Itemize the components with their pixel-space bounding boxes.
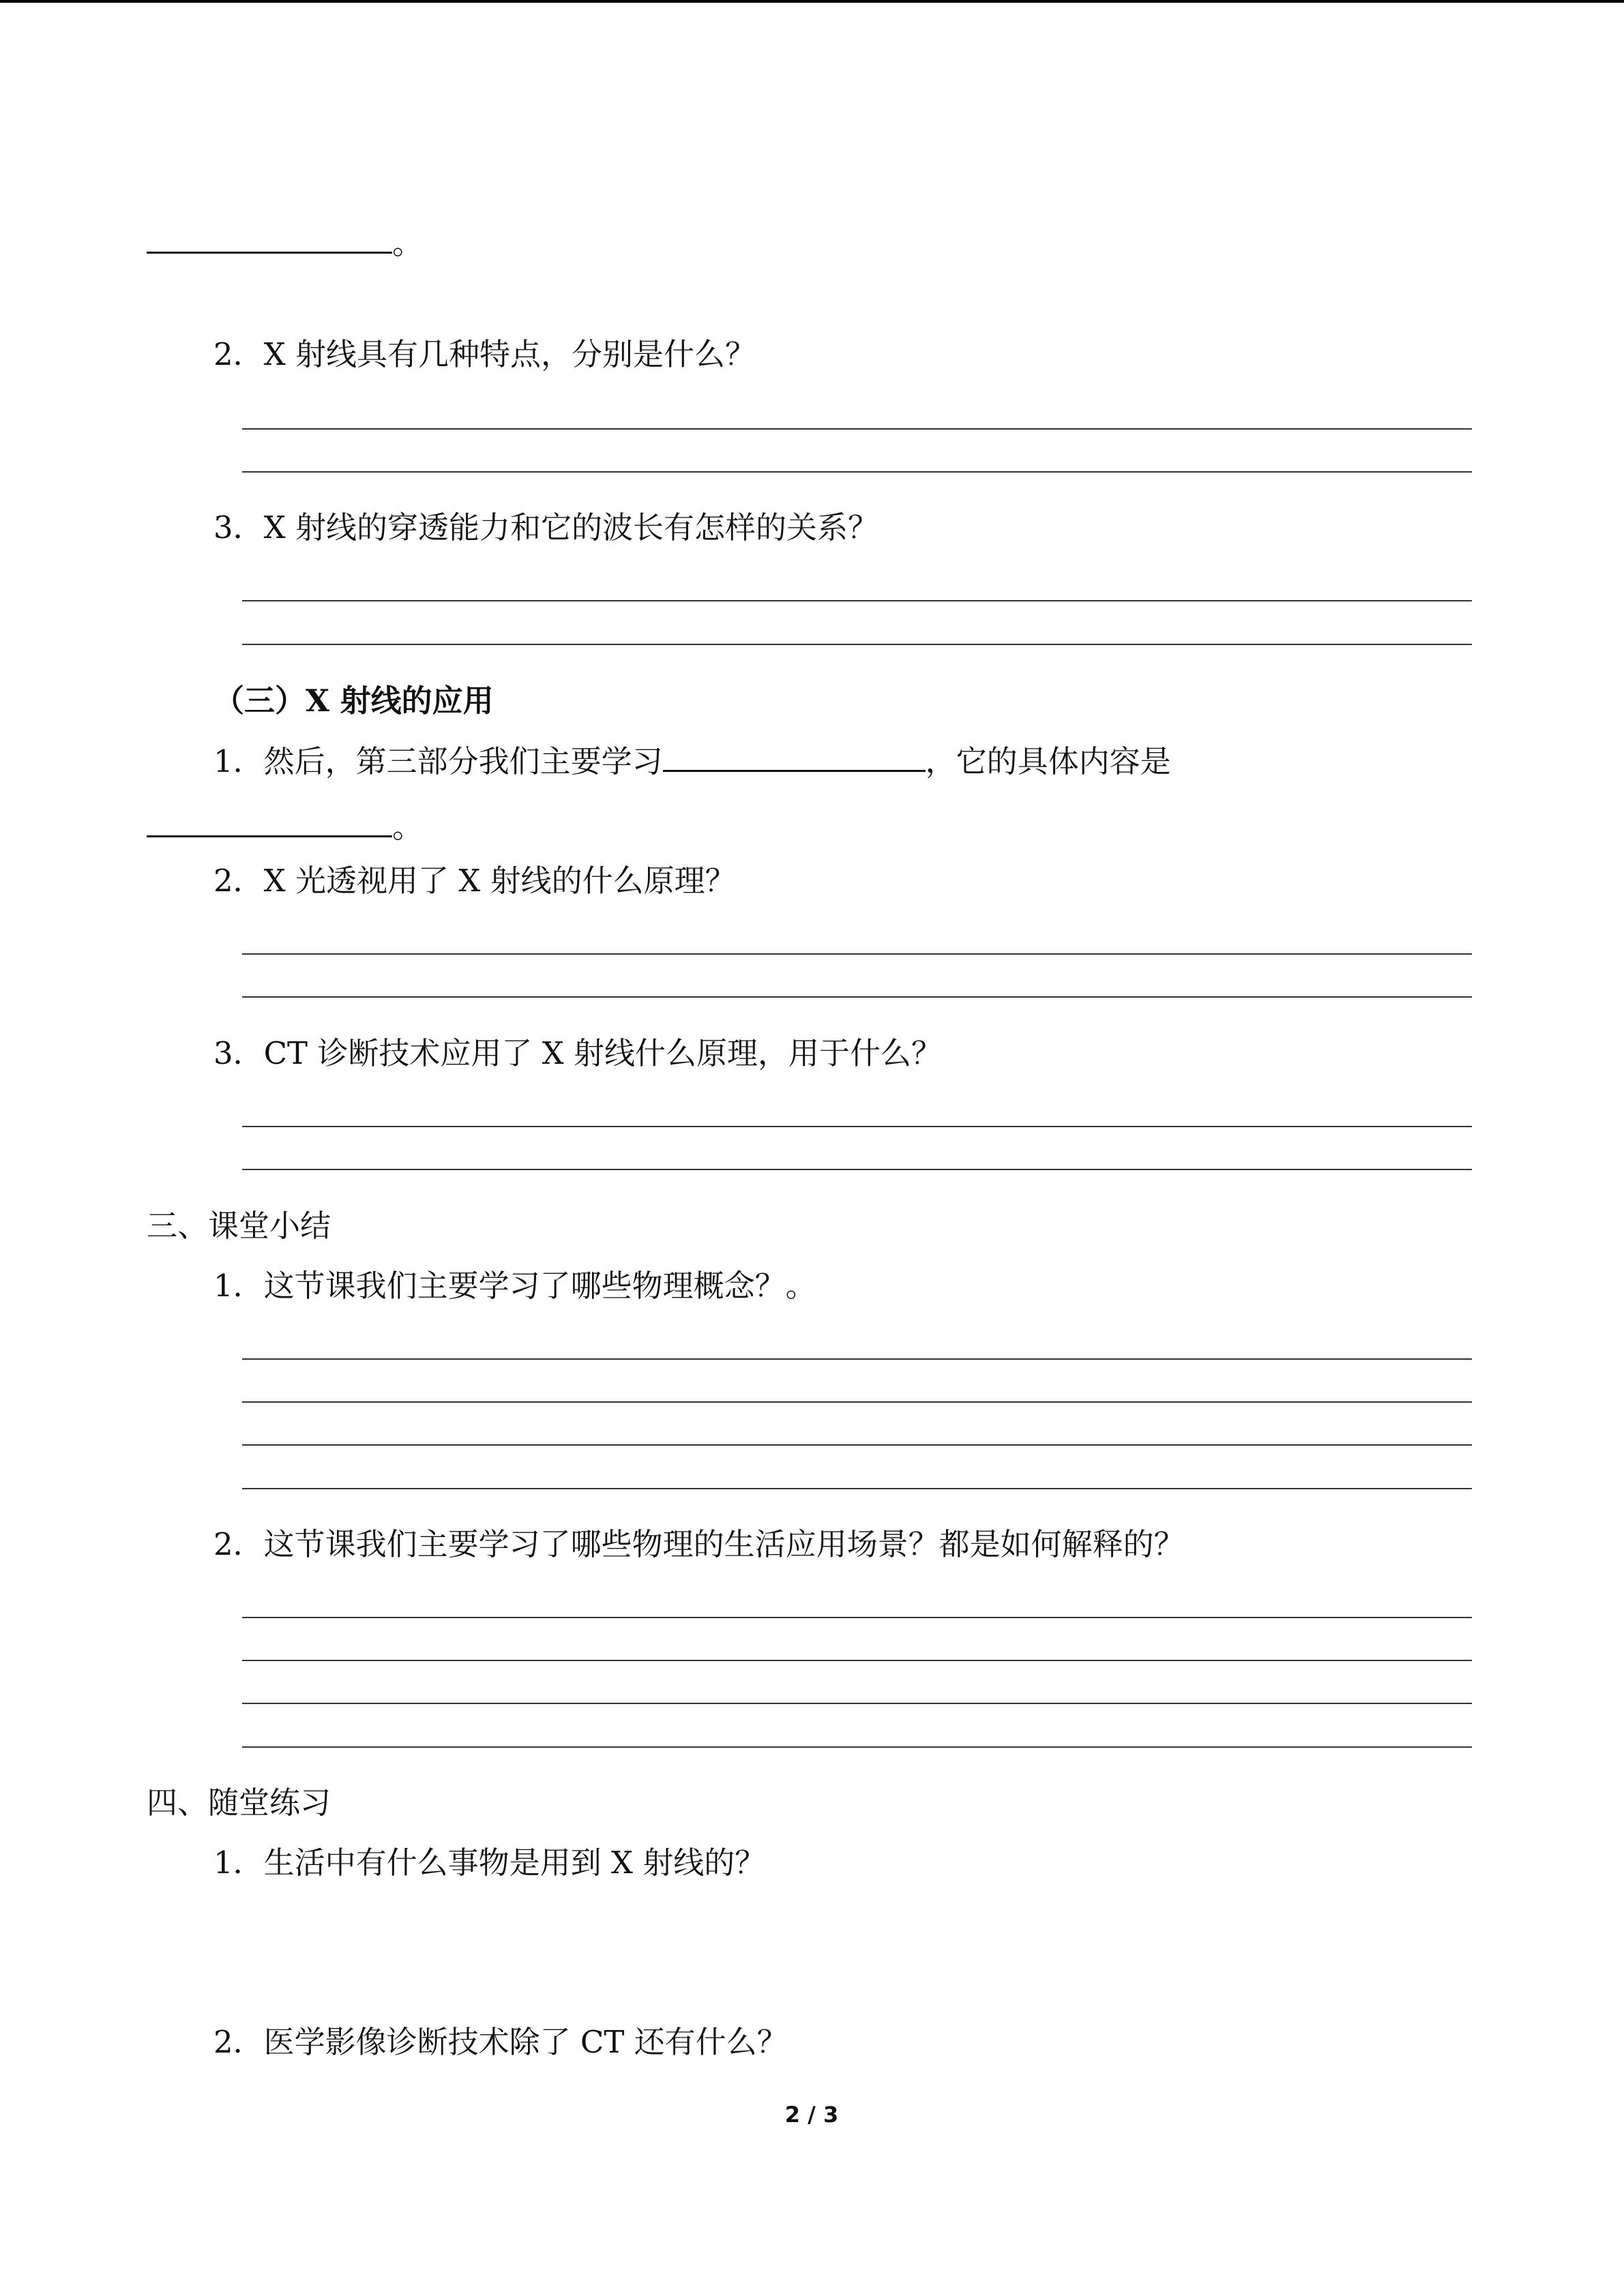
question-text: 1．然后，第三部分我们主要学习: [213, 743, 663, 779]
page-number: 2 / 3: [784, 2102, 839, 2128]
continuation-line: [147, 222, 423, 264]
question-penetration-wavelength: 3．X 射线的穿透能力和它的波长有怎样的关系？: [213, 509, 879, 546]
question-everyday-x-ray: 1．生活中有什么事物是用到 X 射线的？: [213, 1845, 766, 1881]
fill-blank[interactable]: [147, 805, 392, 837]
answer-line[interactable]: [242, 644, 1472, 645]
answer-line[interactable]: [242, 953, 1472, 955]
question-x-ray-features: 2．X 射线具有几种特点，分别是什么？: [213, 336, 756, 372]
question-text: ，它的具体内容是: [925, 743, 1171, 779]
top-border: [0, 0, 1624, 3]
answer-line[interactable]: [242, 1126, 1472, 1127]
answer-line[interactable]: [242, 1703, 1472, 1704]
answer-line[interactable]: [242, 1358, 1472, 1360]
question-fluoroscopy: 2．X 光透视用了 X 射线的什么原理？: [213, 863, 736, 899]
question-ct-principle: 3．CT 诊断技术应用了 X 射线什么原理，用于什么？: [213, 1035, 943, 1071]
answer-line[interactable]: [242, 1401, 1472, 1403]
section-heading-practice: 四、随堂练习: [147, 1785, 331, 1821]
continuation-line: [147, 805, 423, 848]
fill-blank[interactable]: [663, 740, 926, 772]
answer-line[interactable]: [242, 1746, 1472, 1748]
question-part-three: [213, 740, 1171, 782]
answer-line[interactable]: [242, 428, 1472, 430]
answer-line[interactable]: [242, 600, 1472, 601]
answer-line[interactable]: [242, 1444, 1472, 1446]
answer-line[interactable]: [242, 1660, 1472, 1661]
question-concepts: 1．这节课我们主要学习了哪些物理概念？。: [213, 1268, 816, 1304]
answer-line[interactable]: [242, 471, 1472, 473]
answer-line[interactable]: [242, 1617, 1472, 1618]
answer-line[interactable]: [242, 1169, 1472, 1170]
question-applications: 2．这节课我们主要学习了哪些物理的生活应用场景？都是如何解释的？: [213, 1526, 1185, 1562]
period: 。: [392, 809, 424, 845]
answer-line[interactable]: [242, 996, 1472, 998]
section-heading-applications: （三）X 射线的应用: [213, 683, 494, 719]
section-heading-summary: 三、课堂小结: [147, 1208, 331, 1244]
fill-blank[interactable]: [147, 222, 392, 254]
question-medical-imaging: 2．医学影像诊断技术除了 CT 还有什么？: [213, 2024, 788, 2060]
period: 。: [392, 225, 424, 261]
answer-line[interactable]: [242, 1488, 1472, 1489]
